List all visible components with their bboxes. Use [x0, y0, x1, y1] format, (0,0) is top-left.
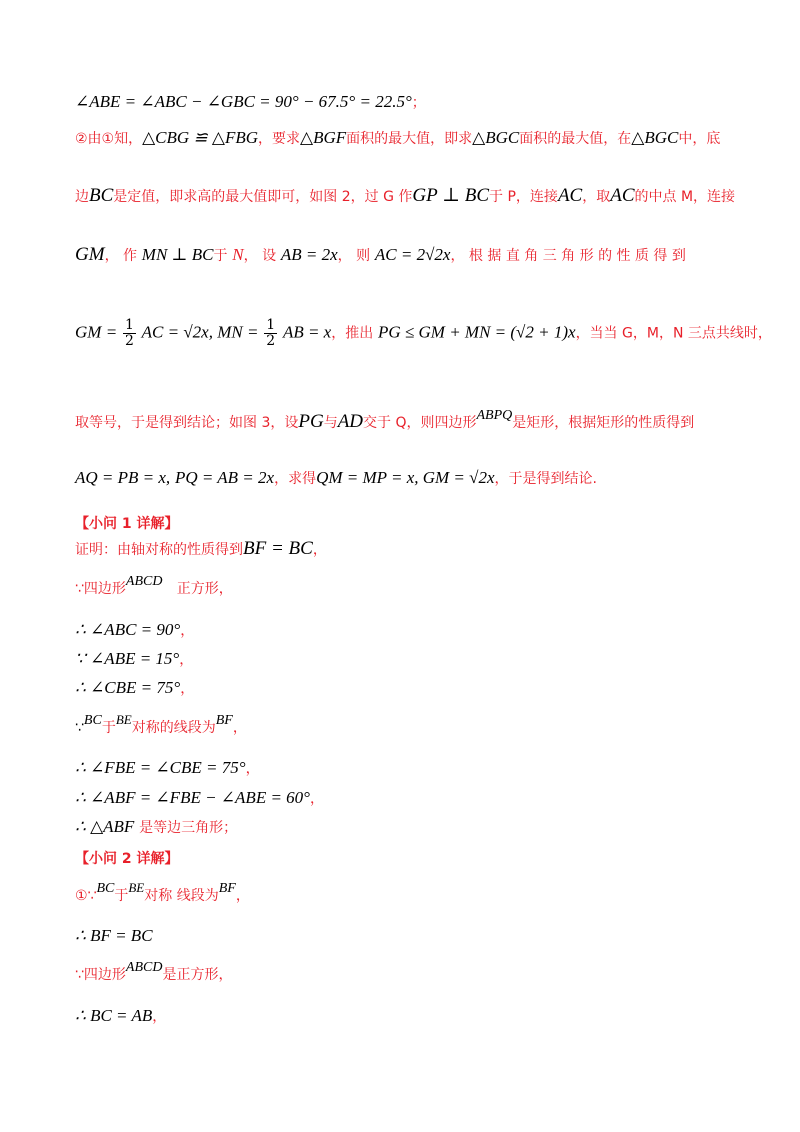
analysis-part2-line5: 取等号，于是得到结论；如图 3，设PG与AD交于 Q，则四边形ABPQ是矩形，根据矩形的性质得到: [75, 408, 695, 432]
proof2-line-3: ∵四边形ABCD是正方形，: [75, 960, 233, 983]
fraction-one-half: $\frac{1}{2}$: [266, 317, 276, 349]
proof-line-5: ∴ ∠CBE = 75°，: [75, 678, 195, 697]
analysis-part2-line3: GM， 作 MN ⊥ BC于 N， 设 AB = 2x， 则 AC = 2√2x， 根 据 直 角 三 角 形 的 性 质 得 到: [75, 244, 686, 265]
proof2-line-1: ①∵BC于BE对称 线段为BF，: [75, 880, 250, 904]
proof-line-8: ∴ ∠ABF = ∠FBE − ∠ABE = 60°，: [75, 788, 324, 807]
analysis-part2-line2: 边BC是定值，即求高的最大值即可，如图 2，过 G 作GP ⊥ BC于 P，连接AC，取AC的中点 M，连接: [75, 185, 736, 206]
proof-line-9: ∴ △ABF 是等边三角形；: [75, 817, 238, 836]
angle-abe-result-line: ∠ABE = ∠ABC − ∠GBC = 90° − 67.5° = 22.5°；: [75, 92, 426, 111]
analysis-part2-line4: GM = $\frac{1}{2}$ AC = √2x, MN = $\frac{1}{2}$ AB = x，推出 PG ≤ GM + MN = (√2 + 1)x，当当 G，M，N 三点共线时，: [75, 317, 772, 349]
proof2-line-2: ∴ BF = BC: [75, 926, 153, 945]
proof-line-1: 证明：由轴对称的性质得到BF = BC，: [75, 538, 327, 559]
analysis-part2-line6: AQ = PB = x, PQ = AB = 2x，求得QM = MP = x, GM = √2x，于是得到结论.: [75, 468, 597, 487]
math-expression: ∠ABE = ∠ABC − ∠GBC = 90° − 67.5° = 22.5°: [75, 92, 412, 111]
proof-line-6: ∵BC于BE对称的线段为BF，: [75, 712, 247, 736]
fraction-one-half: $\frac{1}{2}$: [124, 317, 134, 349]
section-heading-part2: 【小问 2 详解】: [75, 851, 179, 867]
proof-line-7: ∴ ∠FBE = ∠CBE = 75°，: [75, 758, 260, 777]
proof2-line-4: ∴ BC = AB，: [75, 1006, 167, 1025]
analysis-part2-line1: ②由①知，△CBG ≌ △FBG，要求△BGF面积的最大值，即求△BGC面积的最大值，在△BGC中，底: [75, 128, 721, 147]
proof-line-4: ∵ ∠ABE = 15°，: [75, 649, 194, 668]
section-heading-part1: 【小问 1 详解】: [75, 516, 179, 532]
proof-line-3: ∴ ∠ABC = 90°，: [75, 620, 195, 639]
proof-line-2: ∵四边形ABCD 正方形，: [75, 574, 233, 597]
